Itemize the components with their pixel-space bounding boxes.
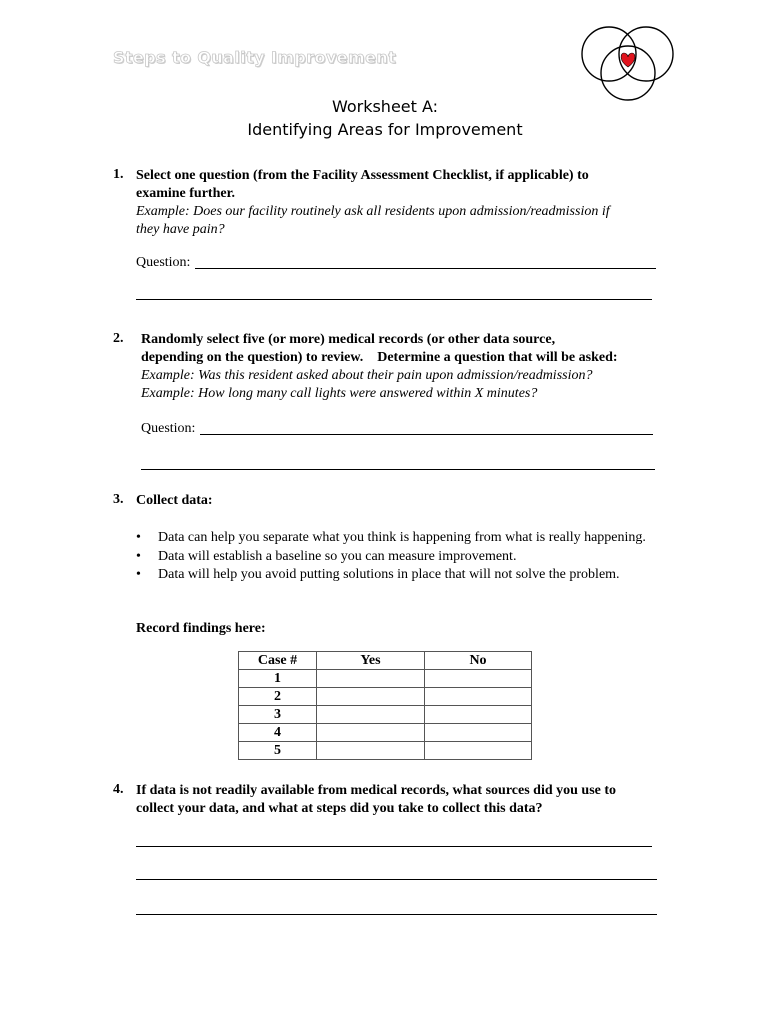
table-cell-yes[interactable] — [317, 742, 425, 760]
q3-number: 3. — [113, 492, 124, 507]
table-row — [239, 706, 532, 724]
table-cell-yes[interactable] — [317, 706, 425, 724]
table-header-yes: Yes — [317, 652, 425, 670]
q2-line1: Randomly select five (or more) medical records (or other data source, — [141, 332, 556, 347]
table-cell-no[interactable] — [425, 688, 532, 706]
q1-block — [136, 167, 676, 239]
q1-answer-line[interactable] — [136, 299, 652, 300]
q4-answer-line-3[interactable] — [136, 914, 657, 915]
table-cell-yes[interactable] — [317, 724, 425, 742]
q1-line1: Select one question (from the Facility Assessment Checklist, if applicable) to — [136, 168, 589, 183]
q4-answer-line-1[interactable] — [136, 846, 652, 847]
q2-question-line[interactable] — [200, 434, 653, 435]
table-cell-no[interactable] — [425, 724, 532, 742]
q2-answer-line[interactable] — [141, 469, 655, 470]
table-cell-no[interactable] — [425, 670, 532, 688]
table-cell-case: 5 — [239, 742, 317, 760]
q2-number: 2. — [113, 331, 124, 346]
table-cell-no[interactable] — [425, 706, 532, 724]
table-cell-case: 4 — [239, 724, 317, 742]
q2-line2: depending on the question) to review. Determine a question that will be asked: — [141, 350, 618, 365]
worksheet-title-line2: Identifying Areas for Improvement — [247, 120, 523, 139]
table-cell-yes[interactable] — [317, 688, 425, 706]
q4-block — [136, 782, 676, 818]
q1-example-line2: they have pain? — [136, 222, 225, 237]
table-header-case: Case # — [239, 652, 317, 670]
q1-question-line[interactable] — [195, 268, 656, 269]
q1-line2: examine further. — [136, 186, 236, 201]
q2-example-line1: Example: Was this resident asked about their pain upon admission/readmission? — [141, 368, 593, 383]
worksheet-title-line1: Worksheet A: — [331, 97, 439, 116]
table-cell-no[interactable] — [425, 742, 532, 760]
record-findings-label: Record findings here: — [136, 621, 266, 636]
worksheet-title — [0, 95, 770, 141]
table-cell-yes[interactable] — [317, 670, 425, 688]
header-title: Steps to Quality Improvement — [113, 48, 397, 67]
table-header-row — [239, 652, 532, 670]
venn-heart-logo-icon — [578, 20, 678, 102]
q4-line1: If data is not readily available from medical records, what sources did you use to — [136, 783, 617, 798]
q4-line2: collect your data, and what at steps did you take to collect this data? — [136, 801, 543, 816]
table-row — [239, 742, 532, 760]
heart-icon — [621, 53, 635, 67]
findings-table — [238, 651, 532, 760]
q3-bullet-list — [136, 529, 666, 585]
q3-heading: Collect data: — [136, 493, 213, 508]
q1-example-line1: Example: Does our facility routinely ask all residents upon admission/readmission if — [136, 204, 610, 219]
table-header-no: No — [425, 652, 532, 670]
q3-bullet-2: • Data will establish a baseline so you can measure improvement. — [136, 548, 666, 567]
table-cell-case: 1 — [239, 670, 317, 688]
table-row — [239, 670, 532, 688]
q4-number: 4. — [113, 782, 124, 797]
q3-bullet-1: • Data can help you separate what you think is happening from what is really happening. — [136, 529, 666, 548]
q2-question-label: Question: — [141, 421, 196, 436]
table-cell-case: 3 — [239, 706, 317, 724]
q1-question-label: Question: — [136, 255, 191, 270]
q3-bullet-3: • Data will help you avoid putting solutions in place that will not solve the problem. — [136, 566, 666, 585]
q2-example-line2: Example: How long many call lights were answered within X minutes? — [141, 386, 538, 401]
q2-block — [141, 331, 701, 403]
q1-number: 1. — [113, 167, 124, 182]
table-row — [239, 724, 532, 742]
table-cell-case: 2 — [239, 688, 317, 706]
q4-answer-line-2[interactable] — [136, 879, 657, 880]
logo-circle-right — [619, 27, 673, 81]
table-row — [239, 688, 532, 706]
